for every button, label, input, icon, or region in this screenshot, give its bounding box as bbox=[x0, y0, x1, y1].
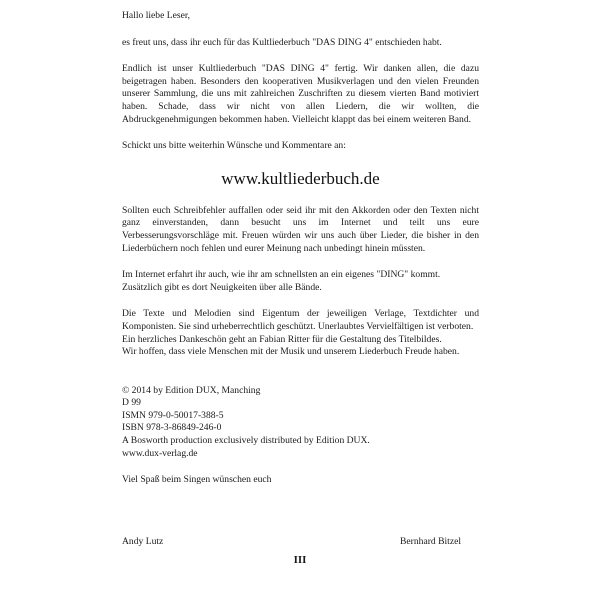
errors-paragraph: Sollten euch Schreibfehler auffallen oder seid ihr mit den Akkorden oder den Texten nicht ganz einverstanden, dann besucht uns im Internet und teilt uns eure Verbesserungsvorschläge mit. Freuen würden wir uns auch über Lieder, die bisher in den Liederbüchern noch fehlen und eurer Meinung nach unbedingt hinein müssten. bbox=[122, 204, 479, 254]
isbn-line: ISBN 978-3-86849-246-0 bbox=[122, 422, 222, 434]
hope-paragraph: Wir hoffen, dass viele Menschen mit der Musik und unserem Liederbuch Freude haben. bbox=[122, 346, 460, 358]
letter-body bbox=[122, 10, 479, 487]
internet-paragraph: Im Internet erfahrt ihr auch, wie ihr am schnellsten an ein eigenes "DING" kommt. Zusätzlich gibt es dort Neuigkeiten über alle Bände. bbox=[122, 269, 441, 293]
request-line: Schickt uns bitte weiterhin Wünsche und Kommentare an: bbox=[122, 140, 346, 152]
signature-right: Bernhard Bitzel bbox=[400, 536, 462, 547]
rights-paragraph: Die Texte und Melodien sind Eigentum der jeweiligen Verlage, Textdichter und Komponisten. Sie sind urheberrechtlich geschützt. Unerlaubtes Vervielfältigen ist verboten. bbox=[122, 308, 479, 332]
cover-thanks-line: Ein herzliches Dankeschön geht an Fabian Ritter für die Gestaltung des Titelbildes. bbox=[122, 333, 442, 345]
thanks-paragraph: Endlich ist unser Kultliederbuch "DAS DING 4" fertig. Wir danken allen, die dazu beigetragen haben. Besonders den kooperativen Musikverlagen und den vielen Freunden unserer Sammlung, die uns mit zahlreichen Zuschriften zu diesem vierten Band motiviert haben. Schade, dass wir nicht von allen Liedern, die wir wollten, die Abdruckgenehmigungen bekommen haben. Vielleicht klappt das bei einem weiteren Band. bbox=[122, 63, 479, 125]
intro-line: es freut uns, dass ihr euch für das Kultliederbuch "DAS DING 4" entschieden habt. bbox=[122, 36, 442, 48]
publisher-code: D 99 bbox=[122, 397, 141, 409]
publisher-url[interactable]: www.dux-verlag.de bbox=[122, 447, 198, 459]
greeting: Hallo liebe Leser, bbox=[122, 10, 191, 21]
ismn-line: ISMN 979-0-50017-388-5 bbox=[122, 409, 224, 421]
distribution-line: A Bosworth production exclusively distributed by Edition DUX. bbox=[122, 435, 370, 447]
closing-line: Viel Spaß beim Singen wünschen euch bbox=[122, 474, 272, 486]
signature-left: Andy Lutz bbox=[122, 536, 164, 547]
copyright-line: © 2014 by Edition DUX, Manching bbox=[122, 384, 261, 396]
imprint-block bbox=[122, 385, 479, 461]
website-link[interactable]: www.kultliederbuch.de bbox=[221, 168, 380, 188]
page-number: III bbox=[293, 554, 307, 566]
